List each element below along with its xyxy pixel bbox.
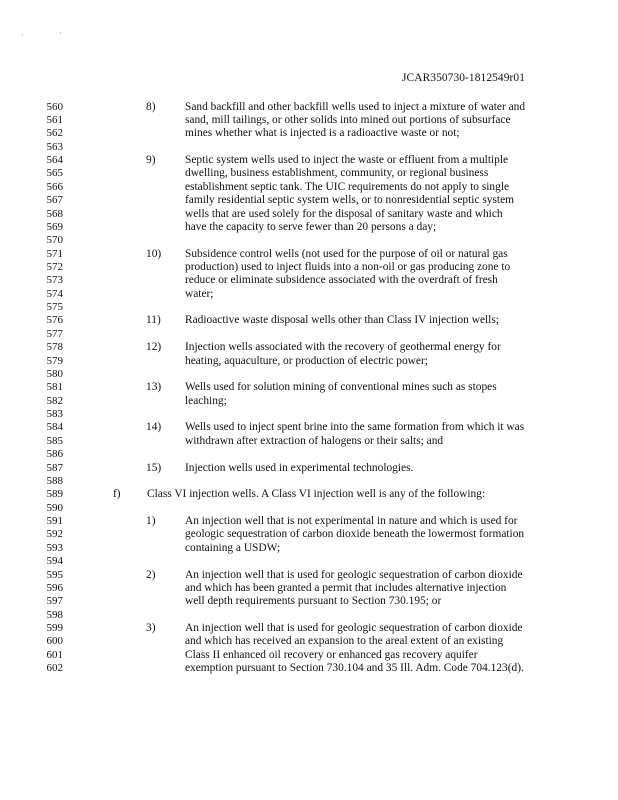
document-line (0, 354, 618, 368)
line-number: 586 (46, 448, 63, 461)
line-text: reduce or eliminate subsidence associated with the overdraft of fresh (185, 274, 498, 287)
line-number: 584 (46, 421, 63, 434)
document-line (0, 273, 618, 287)
line-number: 563 (46, 140, 63, 153)
document-line (0, 407, 618, 421)
line-text: Wells used to inject spent brine into the same formation from which it was (185, 421, 525, 434)
document-line (0, 634, 618, 648)
document-line (0, 367, 618, 381)
document-line (0, 568, 618, 582)
item-label: f) (113, 488, 121, 501)
line-text: Injection wells used in experimental technologies. (185, 461, 414, 474)
document-line (0, 260, 618, 274)
line-number: 573 (46, 274, 63, 287)
document-line (0, 233, 618, 247)
line-number: 585 (46, 434, 63, 447)
line-number: 570 (46, 234, 63, 247)
line-number: 583 (46, 408, 63, 420)
document-line (0, 621, 618, 635)
document-line (0, 287, 618, 301)
line-text: Wells used for solution mining of conventional mines such as stopes (185, 381, 497, 394)
document-line (0, 220, 618, 234)
document-line (0, 581, 618, 595)
line-text: well depth requirements pursuant to Section 730.195; or (185, 595, 442, 608)
line-number: 560 (46, 100, 63, 113)
line-number: 561 (46, 113, 63, 126)
line-number: 581 (46, 381, 63, 394)
line-number: 564 (46, 154, 63, 166)
line-number: 568 (46, 207, 63, 220)
document-line (0, 166, 618, 180)
line-text: Radioactive waste disposal wells other than Class IV injection wells; (185, 314, 499, 327)
line-number: 574 (46, 287, 63, 300)
scan-mark: ' (60, 31, 62, 39)
document-line (0, 487, 618, 501)
item-label: 2) (146, 568, 156, 581)
line-number: 572 (46, 260, 63, 273)
document-line (0, 113, 618, 127)
item-label: 10) (146, 247, 162, 260)
document-line (0, 327, 618, 341)
document-line (0, 247, 618, 261)
line-number: 601 (46, 648, 63, 661)
line-text: wells that are used solely for the disposal of sanitary waste and which (185, 207, 503, 220)
line-text: sand, mill tailings, or other solids into mined out portions of subsurface (185, 113, 511, 126)
line-text: withdrawn after extraction of halogens or their salts; and (185, 434, 444, 447)
line-number: 597 (46, 595, 63, 608)
line-number: 569 (46, 220, 63, 233)
document-line (0, 554, 618, 568)
document-line (0, 501, 618, 515)
line-text: Class II enhanced oil recovery or enhanced gas recovery aquifer (185, 648, 478, 661)
line-number: 599 (46, 621, 63, 634)
line-text: Septic system wells used to inject the waste or effluent from a multiple (185, 154, 509, 166)
item-label: 8) (146, 100, 156, 113)
document-line (0, 527, 618, 541)
line-text: water; (185, 287, 214, 300)
line-text: An injection well that is used for geologic sequestration of carbon dioxide (185, 621, 523, 634)
line-number: 602 (46, 662, 63, 674)
line-text: containing a USDW; (185, 541, 281, 554)
line-text: family residential septic system wells, or to nonresidential septic system (185, 194, 514, 207)
line-number: 596 (46, 581, 63, 594)
line-number: 594 (46, 555, 63, 568)
document-line (0, 608, 618, 622)
document-line (0, 100, 618, 114)
line-text: heating, aquaculture, or production of electric power; (185, 354, 428, 367)
line-text: dwelling, business establishment, community, or regional business (185, 167, 489, 180)
line-text: Subsidence control wells (not used for the purpose of oil or natural gas (185, 247, 508, 260)
document-line (0, 193, 618, 207)
line-number: 576 (46, 314, 63, 327)
line-number: 592 (46, 528, 63, 541)
line-number: 588 (46, 474, 63, 487)
document-line (0, 140, 618, 154)
document-line (0, 434, 618, 448)
document-line (0, 313, 618, 327)
line-number: 565 (46, 167, 63, 180)
line-number: 577 (46, 327, 63, 340)
line-text: exemption pursuant to Section 730.104 and 35 Ill. Adm. Code 704.123(d). (185, 662, 524, 674)
document-line (0, 420, 618, 434)
document-line (0, 474, 618, 488)
line-number: 578 (46, 341, 63, 354)
line-number: 587 (46, 461, 63, 474)
item-label: 11) (146, 314, 161, 327)
document-id: JCAR350730-1812549r01 (402, 72, 525, 84)
document-line (0, 594, 618, 608)
line-text: and which has been granted a permit that includes alternative injection (185, 581, 507, 594)
item-label: 12) (146, 341, 162, 354)
line-text: Class VI injection wells. A Class VI injection well is any of the following: (147, 488, 486, 501)
document-line (0, 648, 618, 662)
line-number: 567 (46, 194, 63, 207)
scan-mark: ' (22, 33, 24, 41)
line-number: 595 (46, 568, 63, 581)
item-label: 14) (146, 421, 162, 434)
document-line (0, 394, 618, 408)
line-number: 593 (46, 541, 63, 554)
line-text: An injection well that is used for geologic sequestration of carbon dioxide (185, 568, 523, 581)
document-line (0, 380, 618, 394)
item-label: 1) (146, 515, 156, 527)
document-line (0, 126, 618, 140)
line-number: 591 (46, 515, 63, 527)
item-label: 9) (146, 154, 156, 166)
document-line (0, 153, 618, 167)
line-number: 566 (46, 180, 63, 193)
line-text: and which has received an expansion to the areal extent of an existing (185, 635, 504, 648)
item-label: 13) (146, 381, 162, 394)
line-text: mines whether what is injected is a radioactive waste or not; (185, 127, 460, 140)
line-text: Injection wells associated with the recovery of geothermal energy for (185, 341, 501, 354)
line-text: geologic sequestration of carbon dioxide beneath the lowermost formation (185, 528, 525, 541)
document-line (0, 180, 618, 194)
line-text: Sand backfill and other backfill wells used to inject a mixture of water and (185, 100, 526, 113)
item-label: 15) (146, 461, 162, 474)
line-number: 589 (46, 488, 63, 501)
document-line (0, 207, 618, 221)
line-text: production) used to inject fluids into a non-oil or gas producing zone to (185, 260, 511, 273)
line-number: 590 (46, 501, 63, 514)
item-label: 3) (146, 621, 156, 634)
line-number: 571 (46, 247, 63, 260)
line-number: 562 (46, 127, 63, 140)
document-line (0, 300, 618, 314)
line-number: 579 (46, 354, 63, 367)
line-number: 580 (46, 367, 63, 380)
line-number: 575 (46, 301, 63, 313)
line-text: An injection well that is not experimental in nature and which is used for (185, 515, 518, 527)
document-line (0, 447, 618, 461)
document-line (0, 541, 618, 555)
line-number: 582 (46, 394, 63, 407)
document-line (0, 340, 618, 354)
line-text: have the capacity to serve fewer than 20 persons a day; (185, 220, 437, 233)
line-text: leaching; (185, 394, 227, 407)
document-line (0, 461, 618, 475)
document-line (0, 661, 618, 675)
line-number: 598 (46, 608, 63, 621)
line-number: 600 (46, 635, 63, 648)
document-line (0, 514, 618, 528)
line-text: establishment septic tank. The UIC requirements do not apply to single (185, 180, 510, 193)
